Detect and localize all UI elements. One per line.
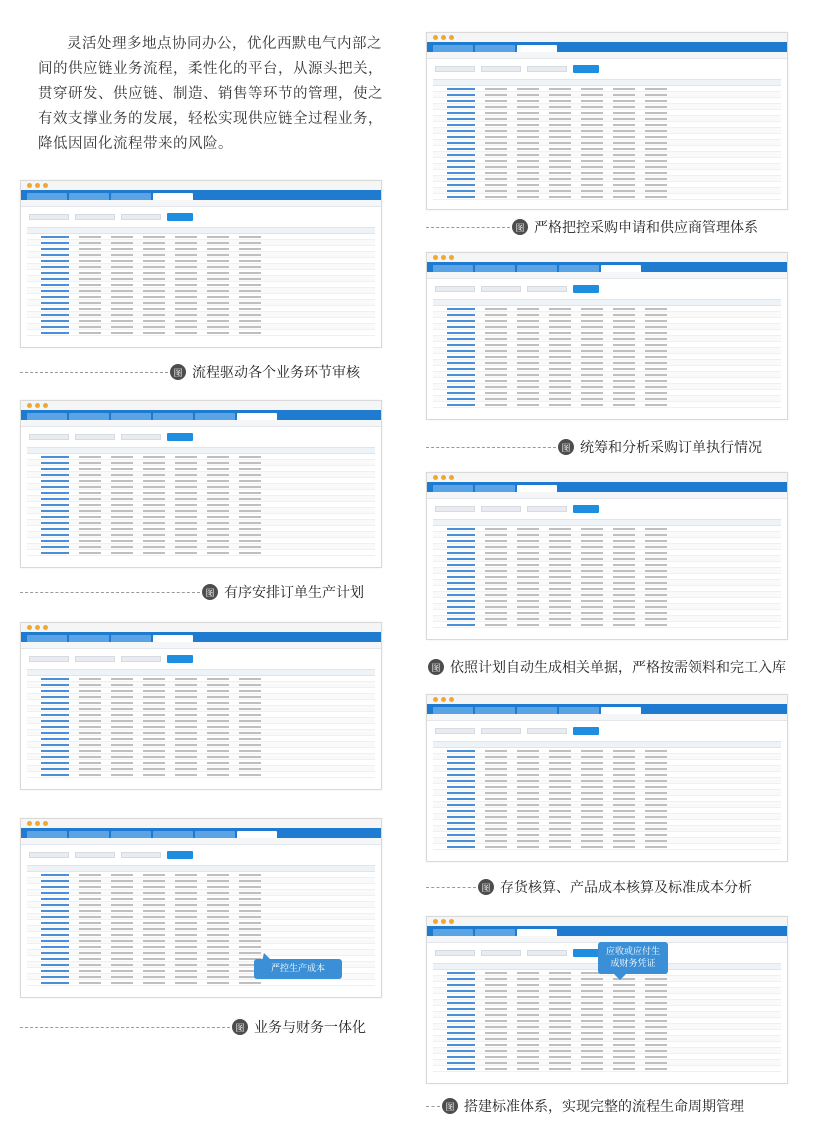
caption-7: 图 业务与财务一体化 xyxy=(20,1017,382,1037)
tab-strip xyxy=(427,42,787,52)
caption-6: 图 存货核算、产品成本核算及标准成本分析 xyxy=(426,877,788,897)
caption-4: 图 有序安排订单生产计划 xyxy=(20,582,382,602)
tab-strip xyxy=(427,482,787,492)
window-bar xyxy=(427,473,787,482)
window-bar xyxy=(427,33,787,42)
tab-strip xyxy=(21,828,381,838)
data-grid xyxy=(27,447,375,556)
data-grid xyxy=(433,963,781,1072)
window-bar xyxy=(427,695,787,704)
image-icon: 图 xyxy=(428,659,444,675)
image-icon: 图 xyxy=(170,364,186,380)
image-icon: 图 xyxy=(442,1098,458,1114)
toolbar xyxy=(29,431,373,443)
menu-bar xyxy=(21,200,381,207)
screenshot-inventory-costing xyxy=(20,622,382,790)
window-bar xyxy=(21,401,381,410)
image-icon: 图 xyxy=(478,879,494,895)
data-grid xyxy=(433,299,781,408)
data-grid xyxy=(433,741,781,850)
image-icon: 图 xyxy=(232,1019,248,1035)
screenshot-production-plan xyxy=(20,400,382,568)
toolbar xyxy=(29,211,373,223)
toolbar xyxy=(29,653,373,665)
tab-strip xyxy=(427,926,787,936)
intro-paragraph: 灵活处理多地点协同办公，优化西默电气内部之间的供应链业务流程，柔性化的平台，从源头把关，贯穿研发、供应链、制造、销售等环节的管理，使之有效支撑业务的发展，轻松实现供应链全过程业务，降低因固化流程带来的风险。 xyxy=(38,36,383,152)
image-icon: 图 xyxy=(558,439,574,455)
caption-2: 图 流程驱动各个业务环节审核 xyxy=(20,362,382,382)
window-bar xyxy=(427,253,787,262)
screenshot-purchase-order-analysis xyxy=(426,252,788,420)
caption-5: 图 依照计划自动生成相关单据，严格按需领料和完工入库 xyxy=(426,657,788,677)
screenshot-purchase-request xyxy=(426,32,788,210)
toolbar xyxy=(435,725,779,737)
callout-finance: 应收或应付生成财务凭证 xyxy=(598,942,668,974)
menu-bar xyxy=(427,272,787,279)
toolbar xyxy=(435,503,779,515)
data-grid xyxy=(433,519,781,628)
data-grid xyxy=(27,227,375,336)
callout-cost: 严控生产成本 xyxy=(254,959,342,979)
menu-bar xyxy=(427,492,787,499)
caption-3: 图 统筹和分析采购订单执行情况 xyxy=(426,437,788,457)
screenshot-auto-documents xyxy=(426,472,788,640)
tab-strip xyxy=(21,632,381,642)
image-icon: 图 xyxy=(512,219,528,235)
window-bar xyxy=(21,623,381,632)
data-grid xyxy=(433,79,781,200)
window-bar xyxy=(21,819,381,828)
tab-strip xyxy=(21,190,381,200)
menu-bar xyxy=(21,420,381,427)
window-bar xyxy=(427,917,787,926)
data-grid xyxy=(27,669,375,778)
screenshot-workflow-approval xyxy=(20,180,382,348)
tab-strip xyxy=(21,410,381,420)
menu-bar xyxy=(427,52,787,59)
image-icon: 图 xyxy=(202,584,218,600)
toolbar xyxy=(29,849,373,861)
window-bar xyxy=(21,181,381,190)
tab-strip xyxy=(427,704,787,714)
menu-bar xyxy=(21,838,381,845)
caption-1: 图 严格把控采购申请和供应商管理体系 xyxy=(426,217,788,237)
caption-8: 图 搭建标准体系，实现完整的流程生命周期管理 xyxy=(426,1096,788,1116)
tab-strip xyxy=(427,262,787,272)
menu-bar xyxy=(21,642,381,649)
toolbar xyxy=(435,63,779,75)
screenshot-cost-accounting xyxy=(426,694,788,862)
menu-bar xyxy=(427,714,787,721)
toolbar xyxy=(435,283,779,295)
